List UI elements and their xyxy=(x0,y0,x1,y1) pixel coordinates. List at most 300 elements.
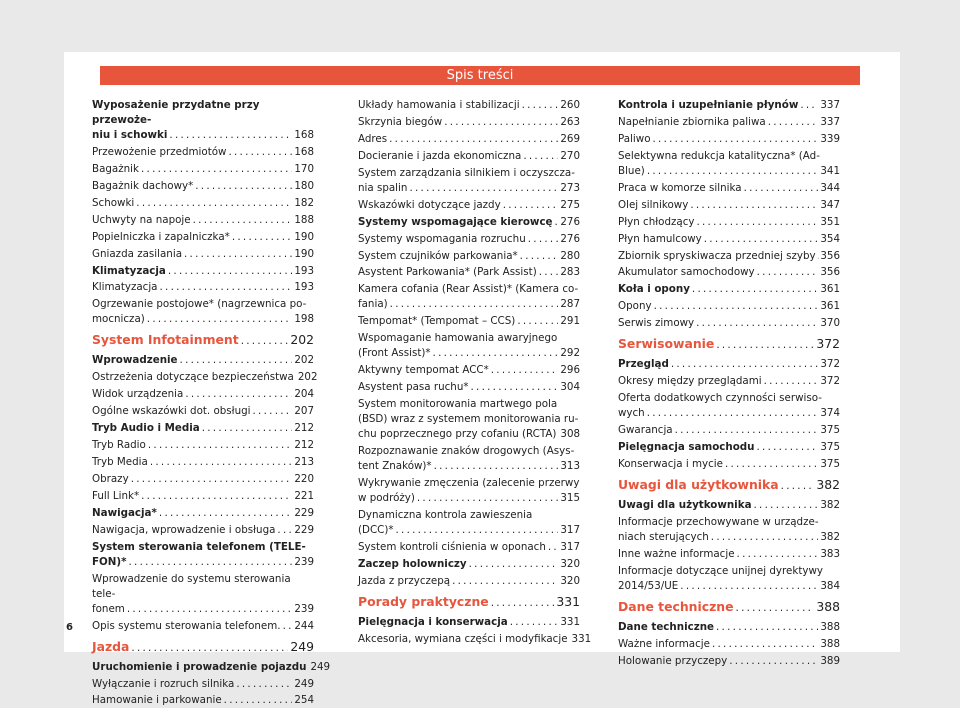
toc-page-number: 275 xyxy=(560,198,580,211)
toc-entry-text: Selektywna redukcja katalityczna* (Ad- xyxy=(618,149,820,162)
toc-entry-text: Układy hamowania i stabilizacji xyxy=(358,99,520,111)
dot-leader xyxy=(168,264,292,279)
toc-entry-text: Asystent Parkowania* (Park Assist) xyxy=(358,266,537,279)
toc-entry[interactable] xyxy=(92,693,314,708)
toc-page-number: 170 xyxy=(294,162,314,175)
toc-page-number: 280 xyxy=(560,249,580,262)
toc-entry-text: Dane techniczne xyxy=(618,620,715,633)
toc-entry[interactable] xyxy=(618,181,840,196)
toc-entry[interactable] xyxy=(618,423,840,438)
toc-entry-text: chu poprzecznego przy cofaniu (RCTA) xyxy=(358,428,557,441)
toc-entry[interactable] xyxy=(92,179,314,194)
dot-leader xyxy=(520,249,559,264)
toc-page-number: 313 xyxy=(560,460,580,472)
toc-column-2 xyxy=(358,98,592,649)
dot-leader xyxy=(517,314,558,329)
toc-page-number: 389 xyxy=(820,654,840,667)
dot-leader xyxy=(757,265,819,280)
toc-page-number: 260 xyxy=(560,99,580,111)
dot-leader xyxy=(555,215,559,230)
toc-entry-text: Serwis zimowy xyxy=(618,317,695,330)
toc-entry-text: niu i schowki xyxy=(92,129,168,141)
toc-entry[interactable] xyxy=(92,213,314,228)
dot-leader xyxy=(236,677,292,692)
dot-leader xyxy=(781,477,815,495)
toc-entry[interactable] xyxy=(358,215,580,230)
toc-entry[interactable] xyxy=(618,149,840,179)
toc-entry[interactable] xyxy=(92,523,314,538)
toc-entry[interactable] xyxy=(358,444,580,474)
toc-entry-text: Przegląd xyxy=(618,358,669,371)
toc-page-number: 204 xyxy=(294,388,314,401)
dot-leader xyxy=(522,98,559,113)
dot-leader xyxy=(224,693,293,708)
toc-page-number: 320 xyxy=(560,574,580,587)
toc-entry-text: Serwisowanie xyxy=(618,336,715,352)
toc-entry-text: mocnicza) xyxy=(92,313,145,326)
dot-leader xyxy=(241,332,289,350)
toc-entry[interactable] xyxy=(92,572,314,617)
dot-leader xyxy=(228,145,292,160)
dot-leader xyxy=(389,132,558,147)
toc-entry[interactable] xyxy=(618,515,840,545)
toc-page-number: 374 xyxy=(820,407,840,420)
toc-entry[interactable] xyxy=(358,363,580,378)
toc-entry[interactable] xyxy=(92,353,314,368)
toc-page-number: 388 xyxy=(820,637,840,650)
toc-entry[interactable] xyxy=(92,264,314,279)
toc-entry[interactable] xyxy=(92,370,318,385)
toc-page-number: 213 xyxy=(294,456,314,468)
toc-entry-text: Kamera cofania (Rear Assist)* (Kamera co- xyxy=(358,283,579,296)
dot-leader xyxy=(169,128,292,143)
toc-page-number: 221 xyxy=(294,489,314,502)
dot-leader xyxy=(491,594,555,612)
dot-leader xyxy=(736,599,815,617)
toc-entry-text: Płyn chłodzący xyxy=(618,215,695,228)
dot-leader xyxy=(202,421,293,436)
dot-leader xyxy=(232,230,293,245)
toc-entry-text: System monitorowania martwego pola xyxy=(358,398,558,411)
toc-entry[interactable] xyxy=(618,357,840,372)
toc-page-number: 382 xyxy=(816,476,840,492)
toc-entry-text: Hamowanie i parkowanie xyxy=(92,694,222,707)
dot-leader xyxy=(396,523,559,538)
toc-entry-text: (DCC)* xyxy=(358,523,394,536)
toc-page-number: 180 xyxy=(294,179,314,192)
dot-leader xyxy=(195,179,292,194)
toc-entry-text: Systemy wspomagania rozruchu xyxy=(358,232,526,245)
toc-entry-text: Wskazówki dotyczące jazdy xyxy=(358,198,501,211)
toc-page-number: 263 xyxy=(560,115,580,128)
toc-entry-text: Informacje przechowywane w urządze- xyxy=(618,515,819,528)
toc-page-number: 249 xyxy=(294,677,314,690)
toc-entry[interactable] xyxy=(358,232,580,247)
toc-entry[interactable] xyxy=(358,397,580,442)
toc-entry-text: Systemy wspomagające kierowcę xyxy=(358,215,553,228)
toc-entry[interactable] xyxy=(358,380,580,395)
toc-entry[interactable] xyxy=(358,574,580,589)
dot-leader xyxy=(696,316,818,331)
dot-leader xyxy=(729,654,818,669)
toc-entry[interactable] xyxy=(92,677,314,692)
toc-entry[interactable] xyxy=(92,421,314,436)
dot-leader xyxy=(160,280,293,295)
toc-entry[interactable] xyxy=(92,280,314,295)
toc-entry-text: niach sterujących xyxy=(618,530,709,543)
toc-entry[interactable] xyxy=(358,540,580,555)
toc-page-number: 249 xyxy=(290,638,314,654)
dot-leader xyxy=(675,423,819,438)
dot-leader xyxy=(277,523,292,538)
toc-entry-text: Nawigacja, wprowadzenie i obsługa xyxy=(92,523,276,536)
toc-page-number: 269 xyxy=(560,132,580,145)
toc-entry[interactable] xyxy=(92,540,314,570)
toc-entry-text: Rozpoznawanie znaków drogowych (Asys- xyxy=(358,445,575,457)
toc-page-number: 270 xyxy=(560,149,580,162)
toc-entry[interactable] xyxy=(618,299,840,314)
toc-entry[interactable] xyxy=(358,615,580,630)
toc-entry[interactable] xyxy=(618,265,840,280)
dot-leader xyxy=(692,282,818,297)
toc-page-number: 317 xyxy=(560,523,580,536)
dot-leader xyxy=(185,387,292,402)
dot-leader xyxy=(469,557,559,572)
toc-entry[interactable] xyxy=(358,249,580,264)
toc-page-number: 190 xyxy=(294,247,314,260)
toc-entry[interactable] xyxy=(92,162,314,177)
toc-page-number: 291 xyxy=(560,315,580,328)
toc-entry[interactable] xyxy=(92,660,331,675)
toc-entry-text: Jazda xyxy=(92,638,130,654)
toc-entry-text: Wspomaganie hamowania awaryjnego xyxy=(358,332,558,345)
toc-page-number: 239 xyxy=(294,602,314,615)
dot-leader xyxy=(737,547,819,562)
toc-entry[interactable] xyxy=(618,654,840,669)
toc-page-number: 220 xyxy=(294,472,314,485)
toc-entry-text: Blue) xyxy=(618,164,645,177)
toc-page-number: 384 xyxy=(820,579,840,592)
toc-entry-text: Tempomat* (Tempomat – CCS) xyxy=(358,315,516,328)
dot-leader xyxy=(444,115,558,130)
toc-entry[interactable] xyxy=(358,314,580,329)
toc-page-number: 207 xyxy=(294,405,314,418)
toc-entry-text: System Infotainment xyxy=(92,332,239,348)
dot-leader xyxy=(818,249,819,264)
toc-entry[interactable] xyxy=(358,115,580,130)
dot-leader xyxy=(653,132,819,147)
toc-entry[interactable] xyxy=(618,198,840,213)
toc-page-number: 304 xyxy=(560,381,580,394)
toc-column-3 xyxy=(618,98,840,671)
toc-entry[interactable] xyxy=(92,489,314,504)
toc-entry[interactable] xyxy=(92,619,314,634)
toc-entry[interactable] xyxy=(618,232,840,247)
toc-entry-text: System czujników parkowania* xyxy=(358,249,518,262)
toc-entry-text: Wykrywanie zmęczenia (zalecenie przerwy xyxy=(358,476,580,489)
toc-section-heading[interactable] xyxy=(92,638,314,657)
toc-entry[interactable] xyxy=(618,547,840,562)
toc-entry-text: Pielęgnacja i konserwacja xyxy=(358,615,508,628)
toc-entry-text: Opis systemu sterowania telefonem. xyxy=(92,619,281,632)
toc-page-number: 202 xyxy=(290,332,314,348)
toc-entry-text: Płyn hamulcowy xyxy=(618,232,702,245)
toc-entry[interactable] xyxy=(358,265,580,280)
toc-page-number: 198 xyxy=(294,313,314,326)
toc-entry-text: (BSD) wraz z systemem monitorowania ru- xyxy=(358,413,579,426)
toc-entry-text: Ważne informacje xyxy=(618,637,710,650)
toc-entry-text: Klimatyzacja xyxy=(92,264,166,277)
toc-entry[interactable] xyxy=(618,115,840,130)
toc-entry-text: Zaczep holowniczy xyxy=(358,557,467,570)
toc-entry[interactable] xyxy=(618,391,840,421)
toc-entry[interactable] xyxy=(358,198,580,213)
dot-leader xyxy=(471,380,559,395)
dot-leader xyxy=(180,353,293,368)
toc-entry-text: Okresy między przeglądami xyxy=(618,375,762,388)
toc-page-number: 229 xyxy=(294,523,314,536)
toc-entry-text: Holowanie przyczepy xyxy=(618,654,728,667)
toc-entry-text: Ogrzewanie postojowe* (nagrzewnica po- xyxy=(92,298,307,311)
toc-entry[interactable] xyxy=(618,282,840,297)
dot-leader xyxy=(768,115,819,130)
toc-entry-text: Gniazda zasilania xyxy=(92,247,183,260)
toc-entry-text: System kontroli ciśnienia w oponach xyxy=(358,540,546,553)
toc-page-number: 239 xyxy=(294,555,314,568)
dot-leader xyxy=(744,181,819,196)
toc-page-number: 244 xyxy=(294,619,314,632)
toc-entry-text: Ostrzeżenia dotyczące bezpieczeństwa xyxy=(92,371,294,384)
toc-page-number: 193 xyxy=(294,281,314,294)
toc-entry[interactable] xyxy=(358,149,580,164)
toc-entry-text: Tryb Audio i Media xyxy=(92,422,200,435)
toc-entry[interactable] xyxy=(618,637,840,652)
toc-page-number: 229 xyxy=(294,506,314,519)
dot-leader xyxy=(409,181,558,196)
toc-entry-text: Gwarancja xyxy=(618,424,673,437)
toc-entry[interactable] xyxy=(618,620,840,635)
toc-entry[interactable] xyxy=(618,564,840,594)
toc-page-number: 337 xyxy=(820,115,840,128)
toc-entry-text: System zarządzania silnikiem i oczyszcza- xyxy=(358,166,575,179)
dot-leader xyxy=(696,215,818,230)
toc-entry[interactable] xyxy=(618,249,840,264)
toc-entry[interactable] xyxy=(92,98,314,143)
toc-entry[interactable] xyxy=(92,455,314,470)
toc-entry-text: Uwagi dla użytkownika xyxy=(618,476,779,492)
dot-leader xyxy=(148,438,292,453)
toc-page-number: 287 xyxy=(560,298,580,311)
toc-entry[interactable] xyxy=(358,331,580,361)
toc-entry-text: Asystent pasa ruchu* xyxy=(358,381,469,394)
toc-entry-text: Docieranie i jazda ekonomiczna xyxy=(358,149,522,162)
toc-entry-text: Jazda z przyczepą xyxy=(358,574,451,587)
dot-leader xyxy=(671,357,819,372)
dot-leader xyxy=(756,440,818,455)
toc-page-number: 249 xyxy=(310,660,331,673)
toc-entry[interactable] xyxy=(92,145,314,160)
toc-page-number: 331 xyxy=(556,593,580,609)
toc-section-heading[interactable] xyxy=(92,331,314,350)
dot-leader xyxy=(523,149,558,164)
dot-leader xyxy=(491,363,559,378)
toc-entry[interactable] xyxy=(358,508,580,538)
toc-page-number: 193 xyxy=(294,264,314,277)
dot-leader xyxy=(147,312,293,327)
toc-page-number: 361 xyxy=(820,300,840,313)
toc-entry[interactable] xyxy=(92,196,314,211)
toc-page-number: 339 xyxy=(820,132,840,145)
toc-entry-text: Adres xyxy=(358,132,388,145)
toc-entry-text: fonem xyxy=(92,602,125,615)
toc-entry-text: tent Znaków)* xyxy=(358,460,432,472)
toc-entry[interactable] xyxy=(618,440,840,455)
dot-leader xyxy=(764,374,819,389)
dot-leader xyxy=(712,637,818,652)
toc-entry[interactable] xyxy=(358,632,592,647)
toc-page-number: 372 xyxy=(816,336,840,352)
toc-entry[interactable] xyxy=(92,506,314,521)
toc-entry-text: Napełnianie zbiornika paliwa xyxy=(618,115,766,128)
toc-entry-text: Kontrola i uzupełnianie płynów xyxy=(618,99,799,111)
toc-entry-text: Wprowadzenie do systemu sterowania tele- xyxy=(92,572,291,600)
toc-page-number: 370 xyxy=(820,317,840,330)
toc-page-number: 382 xyxy=(820,498,840,511)
toc-entry-text: Dynamiczna kontrola zawieszenia xyxy=(358,508,533,521)
toc-entry[interactable] xyxy=(618,498,840,513)
dot-leader xyxy=(417,491,558,506)
toc-entry-text: Porady praktyczne xyxy=(358,593,489,609)
toc-page-number: 168 xyxy=(294,145,314,158)
dot-leader xyxy=(131,472,293,487)
toc-entry-text: Paliwo xyxy=(618,132,651,145)
dot-leader xyxy=(704,232,819,247)
toc-entry[interactable] xyxy=(92,230,314,245)
toc-entry-text: Zbiornik spryskiwacza przedniej szyby xyxy=(618,249,816,262)
toc-entry[interactable] xyxy=(92,438,314,453)
toc-entry[interactable] xyxy=(358,132,580,147)
dot-leader xyxy=(548,540,558,555)
toc-entry-text: Olej silnikowy xyxy=(618,198,689,211)
toc-entry-text: Uchwyty na napoje xyxy=(92,213,191,226)
dot-leader xyxy=(680,579,818,594)
toc-section-heading[interactable] xyxy=(618,598,840,617)
dot-leader xyxy=(716,620,818,635)
toc-entry[interactable] xyxy=(92,297,314,327)
toc-entry-text: Wyposażenie przydatne przy przewoże- xyxy=(92,99,260,126)
toc-entry[interactable] xyxy=(618,215,840,230)
toc-page-number: 292 xyxy=(560,347,580,360)
toc-entry-text: Dane techniczne xyxy=(618,598,734,614)
toc-page-number: 317 xyxy=(560,540,580,553)
toc-page-number: 283 xyxy=(560,266,580,279)
dot-leader xyxy=(690,198,818,213)
toc-section-heading[interactable] xyxy=(618,476,840,495)
dot-leader xyxy=(129,555,293,570)
toc-page-number: 190 xyxy=(294,230,314,243)
page-title: Spis treści xyxy=(100,66,860,85)
toc-page-number: 276 xyxy=(560,232,580,245)
dot-leader xyxy=(390,297,559,312)
dot-leader xyxy=(127,602,293,617)
toc-page-number: 168 xyxy=(294,129,314,141)
toc-entry-text: Oferta dodatkowych czynności serwiso- xyxy=(618,392,822,405)
toc-page-number: 388 xyxy=(820,620,840,633)
dot-leader xyxy=(510,615,559,630)
document-page xyxy=(64,52,900,707)
dot-leader xyxy=(253,404,293,419)
toc-entry-text: Schowki xyxy=(92,196,135,209)
dot-leader xyxy=(539,265,559,280)
toc-entry[interactable] xyxy=(618,316,840,331)
toc-entry[interactable] xyxy=(358,166,580,196)
toc-entry[interactable] xyxy=(618,98,840,113)
page-number: 6 xyxy=(66,622,73,633)
dot-leader xyxy=(434,459,559,474)
toc-entry-text: nia spalin xyxy=(358,181,408,194)
toc-entry[interactable] xyxy=(92,387,314,402)
toc-page-number: 347 xyxy=(820,198,840,211)
dot-leader xyxy=(433,346,559,361)
toc-page-number: 273 xyxy=(560,181,580,194)
dot-leader xyxy=(150,455,293,470)
toc-entry-text: Popielniczka i zapalniczka* xyxy=(92,230,230,243)
dot-leader xyxy=(283,619,293,634)
dot-leader xyxy=(141,162,292,177)
toc-page-number: 212 xyxy=(294,422,314,435)
toc-entry[interactable] xyxy=(358,476,580,506)
toc-page-number: 315 xyxy=(560,491,580,504)
toc-entry[interactable] xyxy=(618,374,840,389)
toc-page-number: 308 xyxy=(560,428,581,441)
toc-column-1 xyxy=(92,98,331,708)
toc-entry-text: Konserwacja i mycie xyxy=(618,457,723,470)
toc-section-heading[interactable] xyxy=(618,335,840,354)
toc-page-number: 361 xyxy=(820,283,840,296)
dot-leader xyxy=(800,98,818,113)
dot-leader xyxy=(159,506,292,521)
toc-entry-text: FON)* xyxy=(92,555,127,568)
toc-entry-text: Koła i opony xyxy=(618,283,690,296)
toc-page-number: 337 xyxy=(820,99,840,111)
toc-entry[interactable] xyxy=(92,472,314,487)
toc-entry[interactable] xyxy=(358,557,580,572)
toc-entry-text: Opony xyxy=(618,300,652,313)
toc-page-number: 375 xyxy=(820,424,840,437)
toc-entry-text: Wprowadzenie xyxy=(92,354,178,367)
toc-page-number: 383 xyxy=(820,547,840,560)
toc-entry[interactable] xyxy=(618,457,840,472)
toc-entry-text: Uwagi dla użytkownika xyxy=(618,498,752,511)
toc-entry-text: Tryb Media xyxy=(92,456,148,468)
toc-entry-text: Nawigacja* xyxy=(92,506,157,519)
toc-entry-text: Akumulator samochodowy xyxy=(618,266,755,279)
toc-page-number: 320 xyxy=(560,557,580,570)
toc-entry[interactable] xyxy=(92,247,314,262)
toc-section-heading[interactable] xyxy=(358,593,580,612)
toc-entry-text: Bagażnik dachowy* xyxy=(92,179,194,192)
dot-leader xyxy=(141,489,292,504)
toc-entry[interactable] xyxy=(92,404,314,419)
dot-leader xyxy=(131,639,288,657)
toc-page-number: 388 xyxy=(816,598,840,614)
toc-page-number: 354 xyxy=(820,232,840,245)
toc-entry[interactable] xyxy=(618,132,840,147)
toc-page-number: 356 xyxy=(820,266,840,279)
toc-entry[interactable] xyxy=(358,282,580,312)
toc-entry[interactable] xyxy=(358,98,580,113)
dot-leader xyxy=(184,247,292,262)
